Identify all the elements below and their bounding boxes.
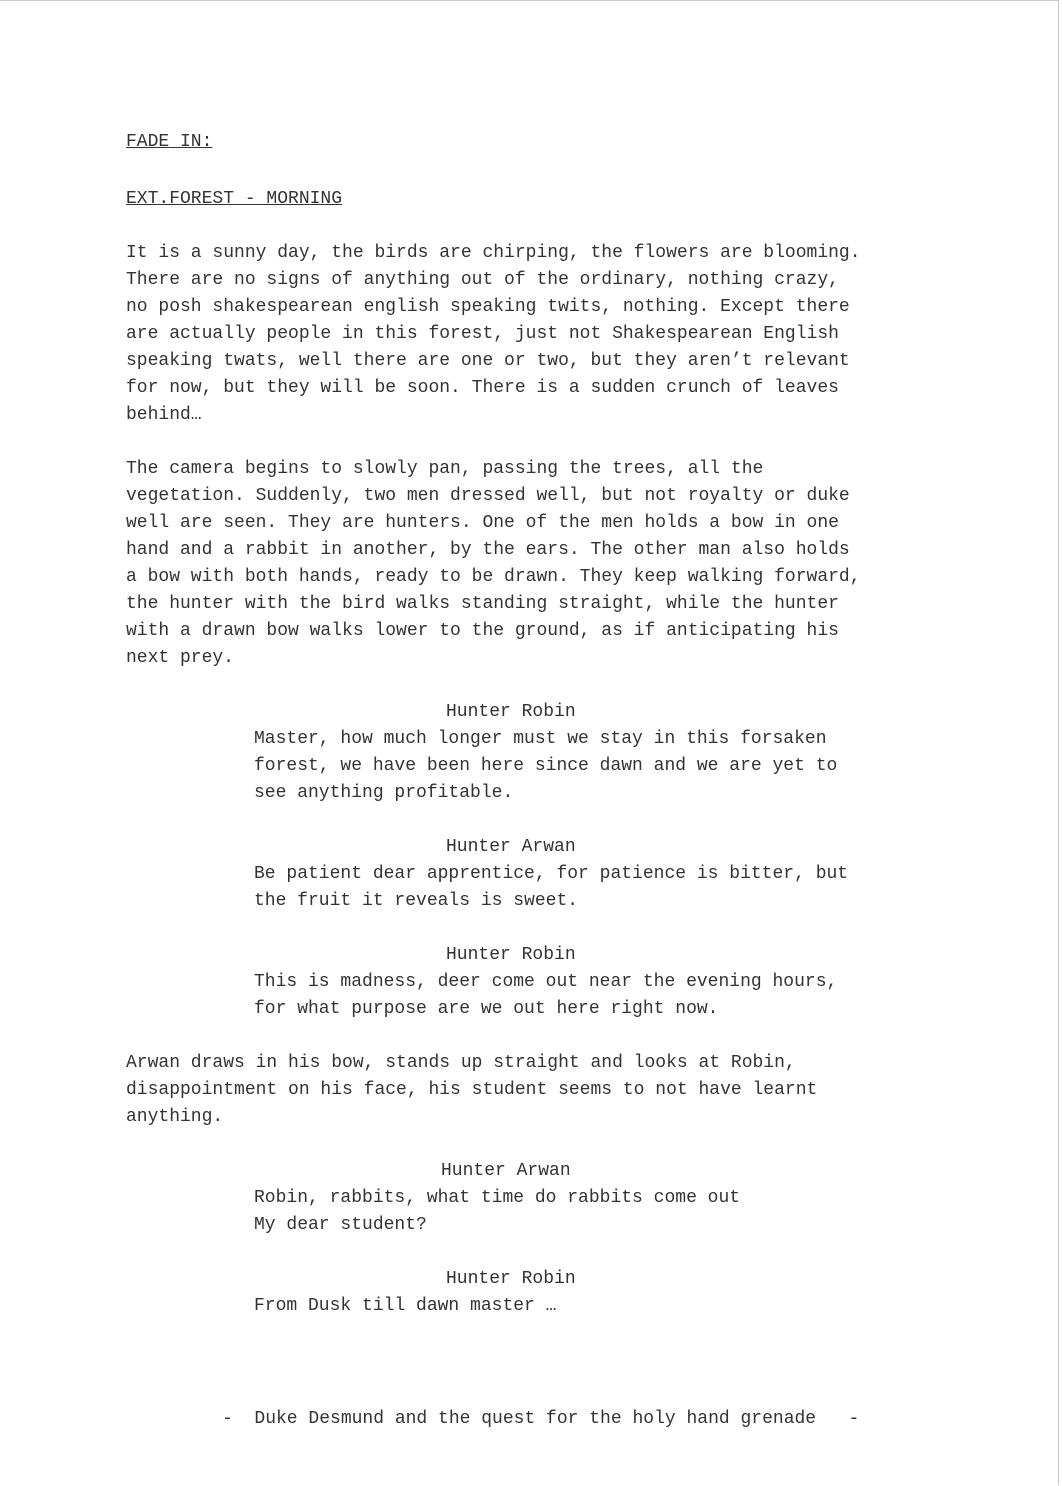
character-name: Hunter Robin	[446, 702, 576, 722]
action-line: hand and a rabbit in another, by the ears. The other man also holds	[126, 540, 850, 560]
dialogue-line: Robin, rabbits, what time do rabbits come out	[254, 1188, 741, 1208]
action-line: are actually people in this forest, just not Shakespearean English	[126, 324, 839, 344]
action-line: It is a sunny day, the birds are chirping, the flowers are blooming.	[126, 243, 861, 263]
dialogue-line: see anything profitable.	[254, 783, 514, 803]
action-line: next prey.	[126, 648, 235, 668]
action-line: The camera begins to slowly pan, passing the trees, all the	[126, 459, 764, 479]
character-name: Hunter Robin	[446, 1269, 576, 1289]
dialogue-line: From Dusk till dawn master …	[254, 1296, 557, 1316]
action-line: for now, but they will be soon. There is a sudden crunch of leaves	[126, 378, 839, 398]
action-line: well are seen. They are hunters. One of the men holds a bow in one	[126, 513, 839, 533]
dialogue-line: the fruit it reveals is sweet.	[254, 891, 579, 911]
dialogue-line: My dear student?	[254, 1215, 427, 1235]
dialogue-line: Master, how much longer must we stay in this forsaken	[254, 729, 827, 749]
dialogue-line: Be patient dear apprentice, for patience is bitter, but	[254, 864, 849, 884]
dialogue-line: This is madness, deer come out near the evening hours,	[254, 972, 838, 992]
character-name: Hunter Arwan	[446, 837, 576, 857]
transition: FADE IN:	[126, 132, 213, 152]
action-line: disappointment on his face, his student seems to not have learnt	[126, 1080, 818, 1100]
dialogue-line: forest, we have been here since dawn and we are yet to	[254, 756, 838, 776]
action-line: speaking twats, well there are one or two, but they aren’t relevant	[126, 351, 850, 371]
action-line: with a drawn bow walks lower to the ground, as if anticipating his	[126, 621, 839, 641]
action-line: There are no signs of anything out of the ordinary, nothing crazy,	[126, 270, 839, 290]
action-line: behind…	[126, 405, 202, 425]
scene-heading: EXT.FOREST - MORNING	[126, 189, 343, 209]
page-footer: - Duke Desmund and the quest for the holy hand grenade -	[222, 1409, 860, 1429]
dialogue-line: for what purpose are we out here right now.	[254, 999, 719, 1019]
action-line: Arwan draws in his bow, stands up straight and looks at Robin,	[126, 1053, 796, 1073]
character-name: Hunter Robin	[446, 945, 576, 965]
character-name: Hunter Arwan	[441, 1161, 571, 1181]
action-line: anything.	[126, 1107, 224, 1127]
action-line: vegetation. Suddenly, two men dressed well, but not royalty or duke	[126, 486, 850, 506]
action-line: no posh shakespearean english speaking twits, nothing. Except there	[126, 297, 850, 317]
action-line: a bow with both hands, ready to be drawn. They keep walking forward,	[126, 567, 861, 587]
action-line: the hunter with the bird walks standing straight, while the hunter	[126, 594, 839, 614]
